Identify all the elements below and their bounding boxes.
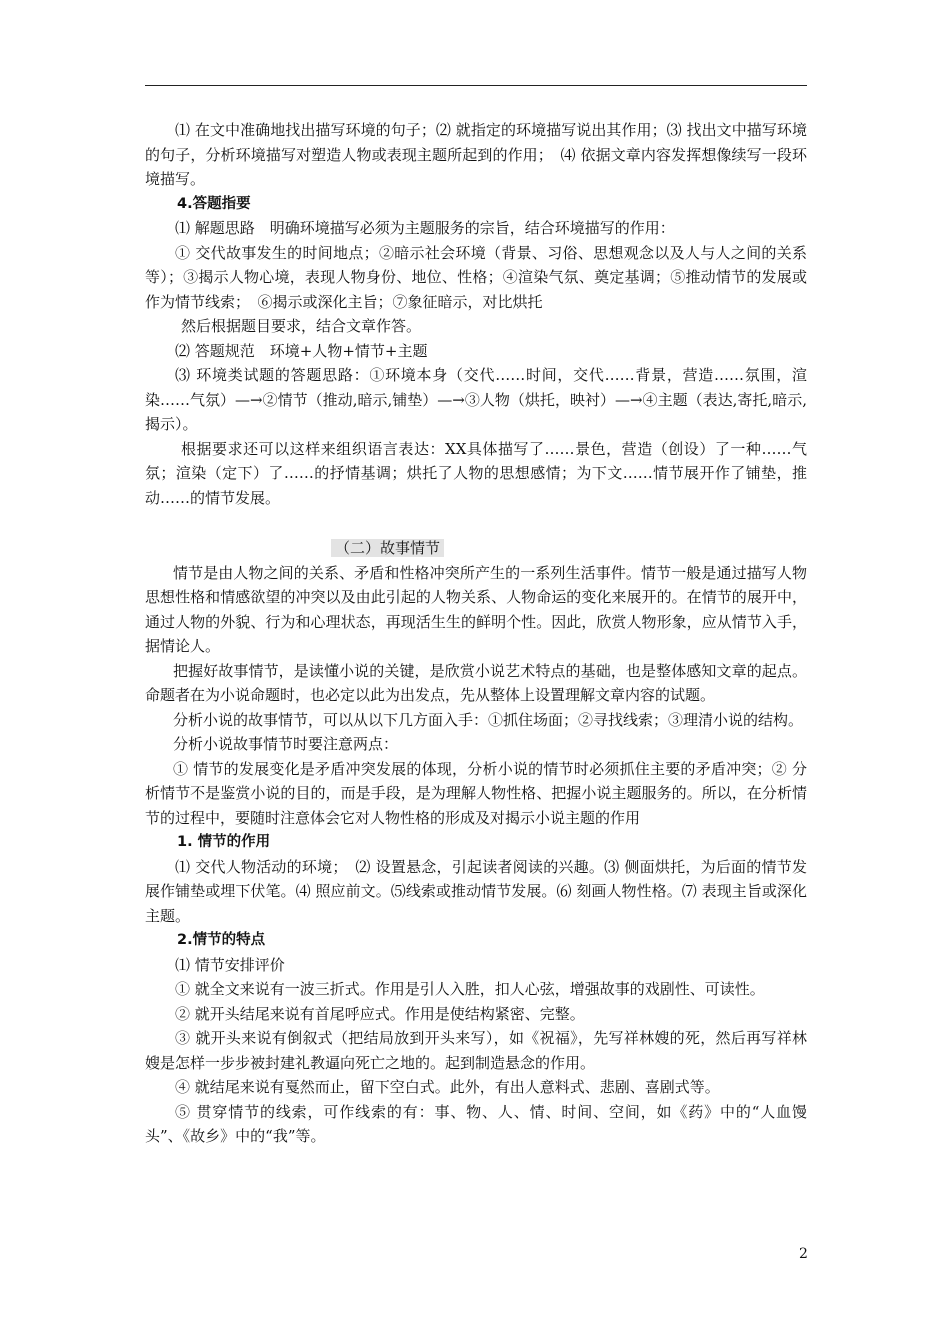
paragraph-answer-norms: ⑵ 答题规范 环境+人物+情节+主题 xyxy=(175,341,428,360)
heading-plot-features: 2.情节的特点 xyxy=(177,932,266,948)
section-title-plot xyxy=(145,536,807,561)
document-body xyxy=(145,118,807,1149)
list-item-flashback: ③ 就开头来说有倒叙式（把结局放到开头来写），如《祝福》，先写祥林嫂的死，然后再写祥林嫂是怎样一步步被封建礼教逼向死亡之地的。起到制造悬念的作用。 xyxy=(145,1029,807,1072)
paragraph-plot-arrangement: ⑴ 情节安排评价 xyxy=(175,955,285,974)
page-number: 2 xyxy=(799,1246,808,1262)
paragraph-environment-functions: ① 交代故事发生的时间地点；②暗示社会环境（背景、习俗、思想观念以及人与人之间的关系等）；③揭示人物心境，表现人物身份、地位、性格；④渲染气氛、奠定基调；⑤推动情节的发展或作为情节线索； ⑥揭示或深化主旨；⑦象征暗示，对比烘托 xyxy=(145,243,807,311)
paragraph-approach: ⑴ 解题思路 明确环境描写必须为主题服务的宗旨，结合环境描写的作用： xyxy=(175,219,675,237)
paragraph-plot-function-list: ⑴ 交代人物活动的环境； ⑵ 设置悬念，引起读者阅读的兴趣。⑶ 侧面烘托，为后面的情节发展作铺垫或埋下伏笔。⑷ 照应前文。⑸线索或推动情节发展。⑹ 刻画人物性格。⑺ 表现主旨或深化主题。 xyxy=(145,857,807,925)
paragraph-then-answer: 然后根据题目要求，结合文章作答。 xyxy=(181,317,422,335)
section-gap xyxy=(145,510,807,536)
section-title-text: （二）故事情节 xyxy=(331,539,444,557)
list-item-clue: ⑤ 贯穿情节的线索，可作线索的有：事、物、人、情、时间、空间，如《药》中的“人血馒头”、《故乡》中的“我”等。 xyxy=(145,1102,807,1145)
paragraph-plot-analysis: 分析小说的故事情节，可以从以下几方面入手：①抓住场面；②寻找线索；③理清小说的结构。 xyxy=(173,710,804,729)
paragraph-answer-steps: ⑶ 环境类试题的答题思路：①环境本身（交代……时间，交代……背景，营造……氛围，渲染……气氛）—→②情节（推动,暗示,铺垫）—→③人物（烘托，映衬）—→④主题（表达,寄托,暗示,揭示）。 xyxy=(145,366,807,433)
paragraph-two-points-detail: ① 情节的发展变化是矛盾冲突发展的体现，分析小说的情节时必须抓住主要的矛盾冲突；② 分析情节不是鉴赏小说的目的，而是手段，是为理解人物性格、把握小说主题服务的。所以，在分析情节的过程中，要随时注意体会它对人物性格的形成及对揭示小说主题的作用 xyxy=(145,759,807,827)
paragraph-question-types: ⑴ 在文中准确地找出描写环境的句子；⑵ 就指定的环境描写说出其作用；⑶ 找出文中描写环境的句子，分析环境描写对塑造人物或表现主题所起到的作用； ⑷ 依据文章内容发挥想像续写一段环境描写。 xyxy=(145,121,807,188)
list-item-abrupt-ending: ④ 就结尾来说有戛然而止，留下空白式。此外，有出人意料式、悲剧、喜剧式等。 xyxy=(175,1078,720,1096)
paragraph-plot-definition: 情节是由人物之间的关系、矛盾和性格冲突所产生的一系列生活事件。情节一般是通过描写人物思想性格和情感欲望的冲突以及由此引起的人物关系、人物命运的变化来展开的。在情节的展开中，通过人物的外貌、行为和心理状态，再现活生生的鲜明个性。因此，欣赏人物形象，应从情节入手，据情论人。 xyxy=(145,563,807,655)
header-rule xyxy=(145,85,807,86)
paragraph-two-points: 分析小说故事情节时要注意两点： xyxy=(173,735,399,753)
list-item-twists: ① 就全文来说有一波三折式。作用是引人入胜，扣人心弦，增强故事的戏剧性、可读性。 xyxy=(175,980,765,998)
paragraph-language-template: 根据要求还可以这样来组织语言表达：XX具体描写了……景色，营造（创设）了一种……气氛；渲染（定下）了……的抒情基调；烘托了人物的思想感情；为下文……情节展开作了铺垫，推动……的情节发展。 xyxy=(145,439,807,507)
heading-plot-function: 1. 情节的作用 xyxy=(177,834,271,850)
list-item-echo: ② 就开头结尾来说有首尾呼应式。作用是使结构紧密、完整。 xyxy=(175,1004,585,1023)
paragraph-plot-key: 把握好故事情节，是读懂小说的关键，是欣赏小说艺术特点的基础，也是整体感知文章的起点。命题者在为小说命题时，也必定以此为出发点，先从整体上设置理解文章内容的试题。 xyxy=(145,661,807,704)
heading-answer-guide: 4.答题指要 xyxy=(177,195,251,212)
